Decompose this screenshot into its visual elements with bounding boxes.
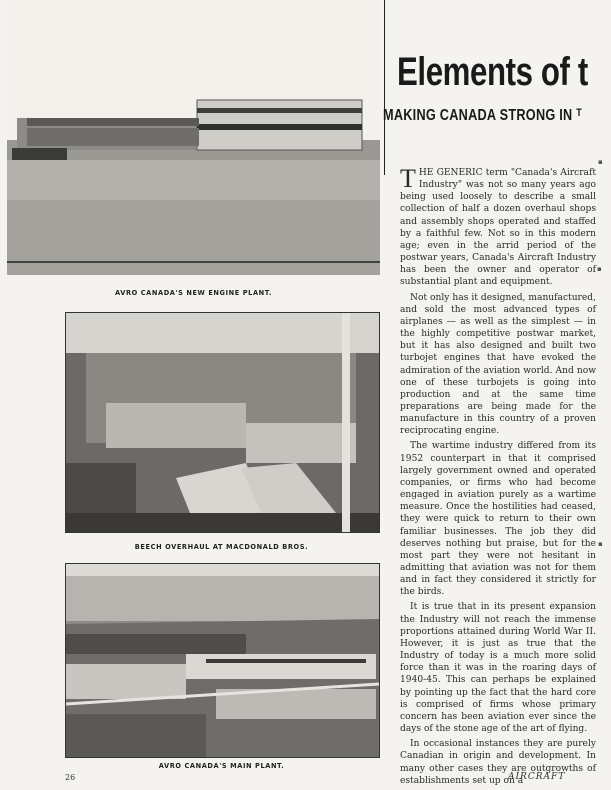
magazine-name: AIRCRAFT (508, 772, 566, 782)
article-paragraph: It is true that in its present expansion the Industry will not reach the immense proportions attained during World War II. However, it is just as true that the Industry of today is a much more solid force than it was in the roaring days of 1940-45. This can perhaps be explained by pointing up the fact that the hard core is comprised of firms whose primary concern has been aviation ever since the days of the stone age of the art of flying. (400, 602, 596, 735)
beech-overhaul-photo (65, 312, 380, 533)
main-plant-photo (65, 563, 380, 758)
article-paragraph: THE GENERIC term "Canada's Aircraft Industry" was not so many years ago being used loosely to describe a small collection of half a dozen overhaul shops and assembly shops operated and staffed by a faithful few. Not so in this modern age; even in the arrid period of the postwar years, Canada's Aircraft Industry has been the owner and operator of substantial plant and equipment. (400, 164, 596, 288)
article-body (400, 164, 596, 790)
page-number: 26 (65, 773, 76, 782)
caption-main-plant: AVRO CANADA'S MAIN PLANT. (158, 762, 285, 770)
caption-engine-plant: AVRO CANADA'S NEW ENGINE PLANT. (115, 289, 272, 297)
scan-mark: ▪ (597, 265, 602, 273)
drop-cap: T (400, 164, 416, 193)
article-paragraph: The wartime industry differed from its 1952 counterpart in that it comprised largely government owned and operated companies, or firms who had become engaged in aviation purely as a wartime measure. Once the hostilities had ceased, they were quick to return to their own familiar businesses. The job they did deserves nothing but praise, but for the most part they were not hesitant in admitting that aviation was not for them and in fact they considered it strictly for the birds. (400, 441, 596, 598)
engine-plant-photo (7, 0, 380, 275)
headline: Elements of t (397, 50, 588, 94)
scan-mark: ▪ (598, 158, 603, 166)
article-paragraph: Not only has it designed, manufactured, and sold the most advanced types of airplanes — as well as the simplest — in the highly competitive postwar market, but it has also designed and built two turbojet engines that have evoked the admiration of the aviation world. And now one of these turbojets is going into production and at the same time preparations are being made for the manufacture in this country of a proven reciprocating engine. (400, 292, 596, 437)
scan-mark: ▪ (598, 540, 603, 548)
subheadline-text: MAKING CANADA STRONG IN (383, 107, 573, 124)
article-paragraph: In occasional instances they are purely Canadian in origin and development. In many other cases they are outgrowths of establishments set up on a (400, 739, 596, 786)
subheadline-cut-letter: T (576, 107, 583, 119)
caption-beech-overhaul: BEECH OVERHAUL AT MACDONALD BROS. (134, 543, 309, 551)
subheadline (383, 107, 582, 125)
column-rule (384, 0, 385, 175)
